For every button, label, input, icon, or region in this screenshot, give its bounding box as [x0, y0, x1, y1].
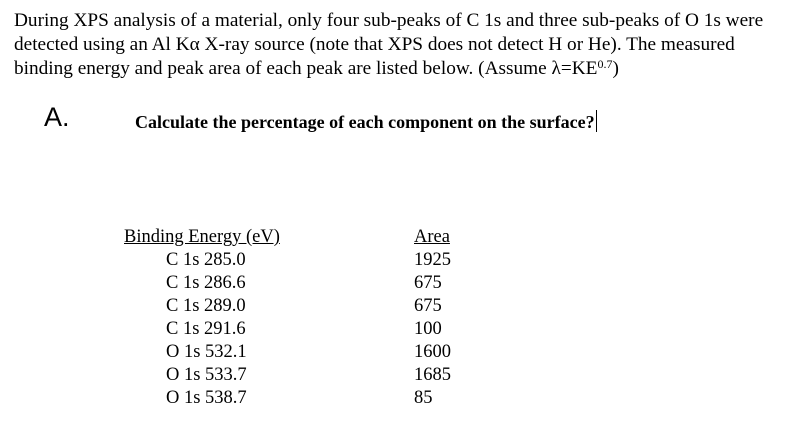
problem-statement — [14, 9, 804, 81]
area-cell: 1685 — [414, 365, 451, 385]
table-row — [124, 318, 494, 341]
table-row — [124, 249, 494, 272]
peaks-table — [124, 226, 494, 410]
area-cell: 1925 — [414, 250, 451, 270]
problem-line-3-end: ) — [612, 58, 619, 79]
table-row — [124, 387, 494, 410]
table-header-row — [124, 226, 494, 249]
table-row — [124, 341, 494, 364]
area-cell: 100 — [414, 319, 442, 339]
area-header: Area — [414, 227, 450, 247]
area-cell: 1600 — [414, 342, 451, 362]
area-cell: 85 — [414, 388, 433, 408]
peak-cell: O 1s 533.7 — [166, 365, 247, 385]
area-cell: 675 — [414, 273, 442, 293]
problem-line-3 — [14, 57, 804, 81]
peak-cell: O 1s 538.7 — [166, 388, 247, 408]
peak-cell: C 1s 285.0 — [166, 250, 246, 270]
exponent: 0.7 — [597, 57, 613, 71]
table-row — [124, 295, 494, 318]
peak-cell: C 1s 289.0 — [166, 296, 246, 316]
problem-line-1: During XPS analysis of a material, only four sub-peaks of C 1s and three sub-peaks of O 1s were — [14, 10, 764, 31]
area-cell: 675 — [414, 296, 442, 316]
table-row — [124, 272, 494, 295]
problem-line-2: detected using an Al Kα X-ray source (note that XPS does not detect H or He). The measured — [14, 34, 735, 55]
peak-cell: C 1s 286.6 — [166, 273, 246, 293]
peak-cell: O 1s 532.1 — [166, 342, 247, 362]
binding-energy-header: Binding Energy (eV) — [124, 227, 280, 247]
peak-cell: C 1s 291.6 — [166, 319, 246, 339]
text-cursor — [596, 110, 597, 132]
table-row — [124, 364, 494, 387]
part-label: A. — [44, 102, 70, 132]
question-text[interactable] — [135, 110, 597, 134]
problem-line-3-text: binding energy and peak area of each peak are listed below. (Assume λ=KE — [14, 58, 598, 79]
question-label: Calculate the percentage of each component on the surface? — [135, 112, 595, 132]
